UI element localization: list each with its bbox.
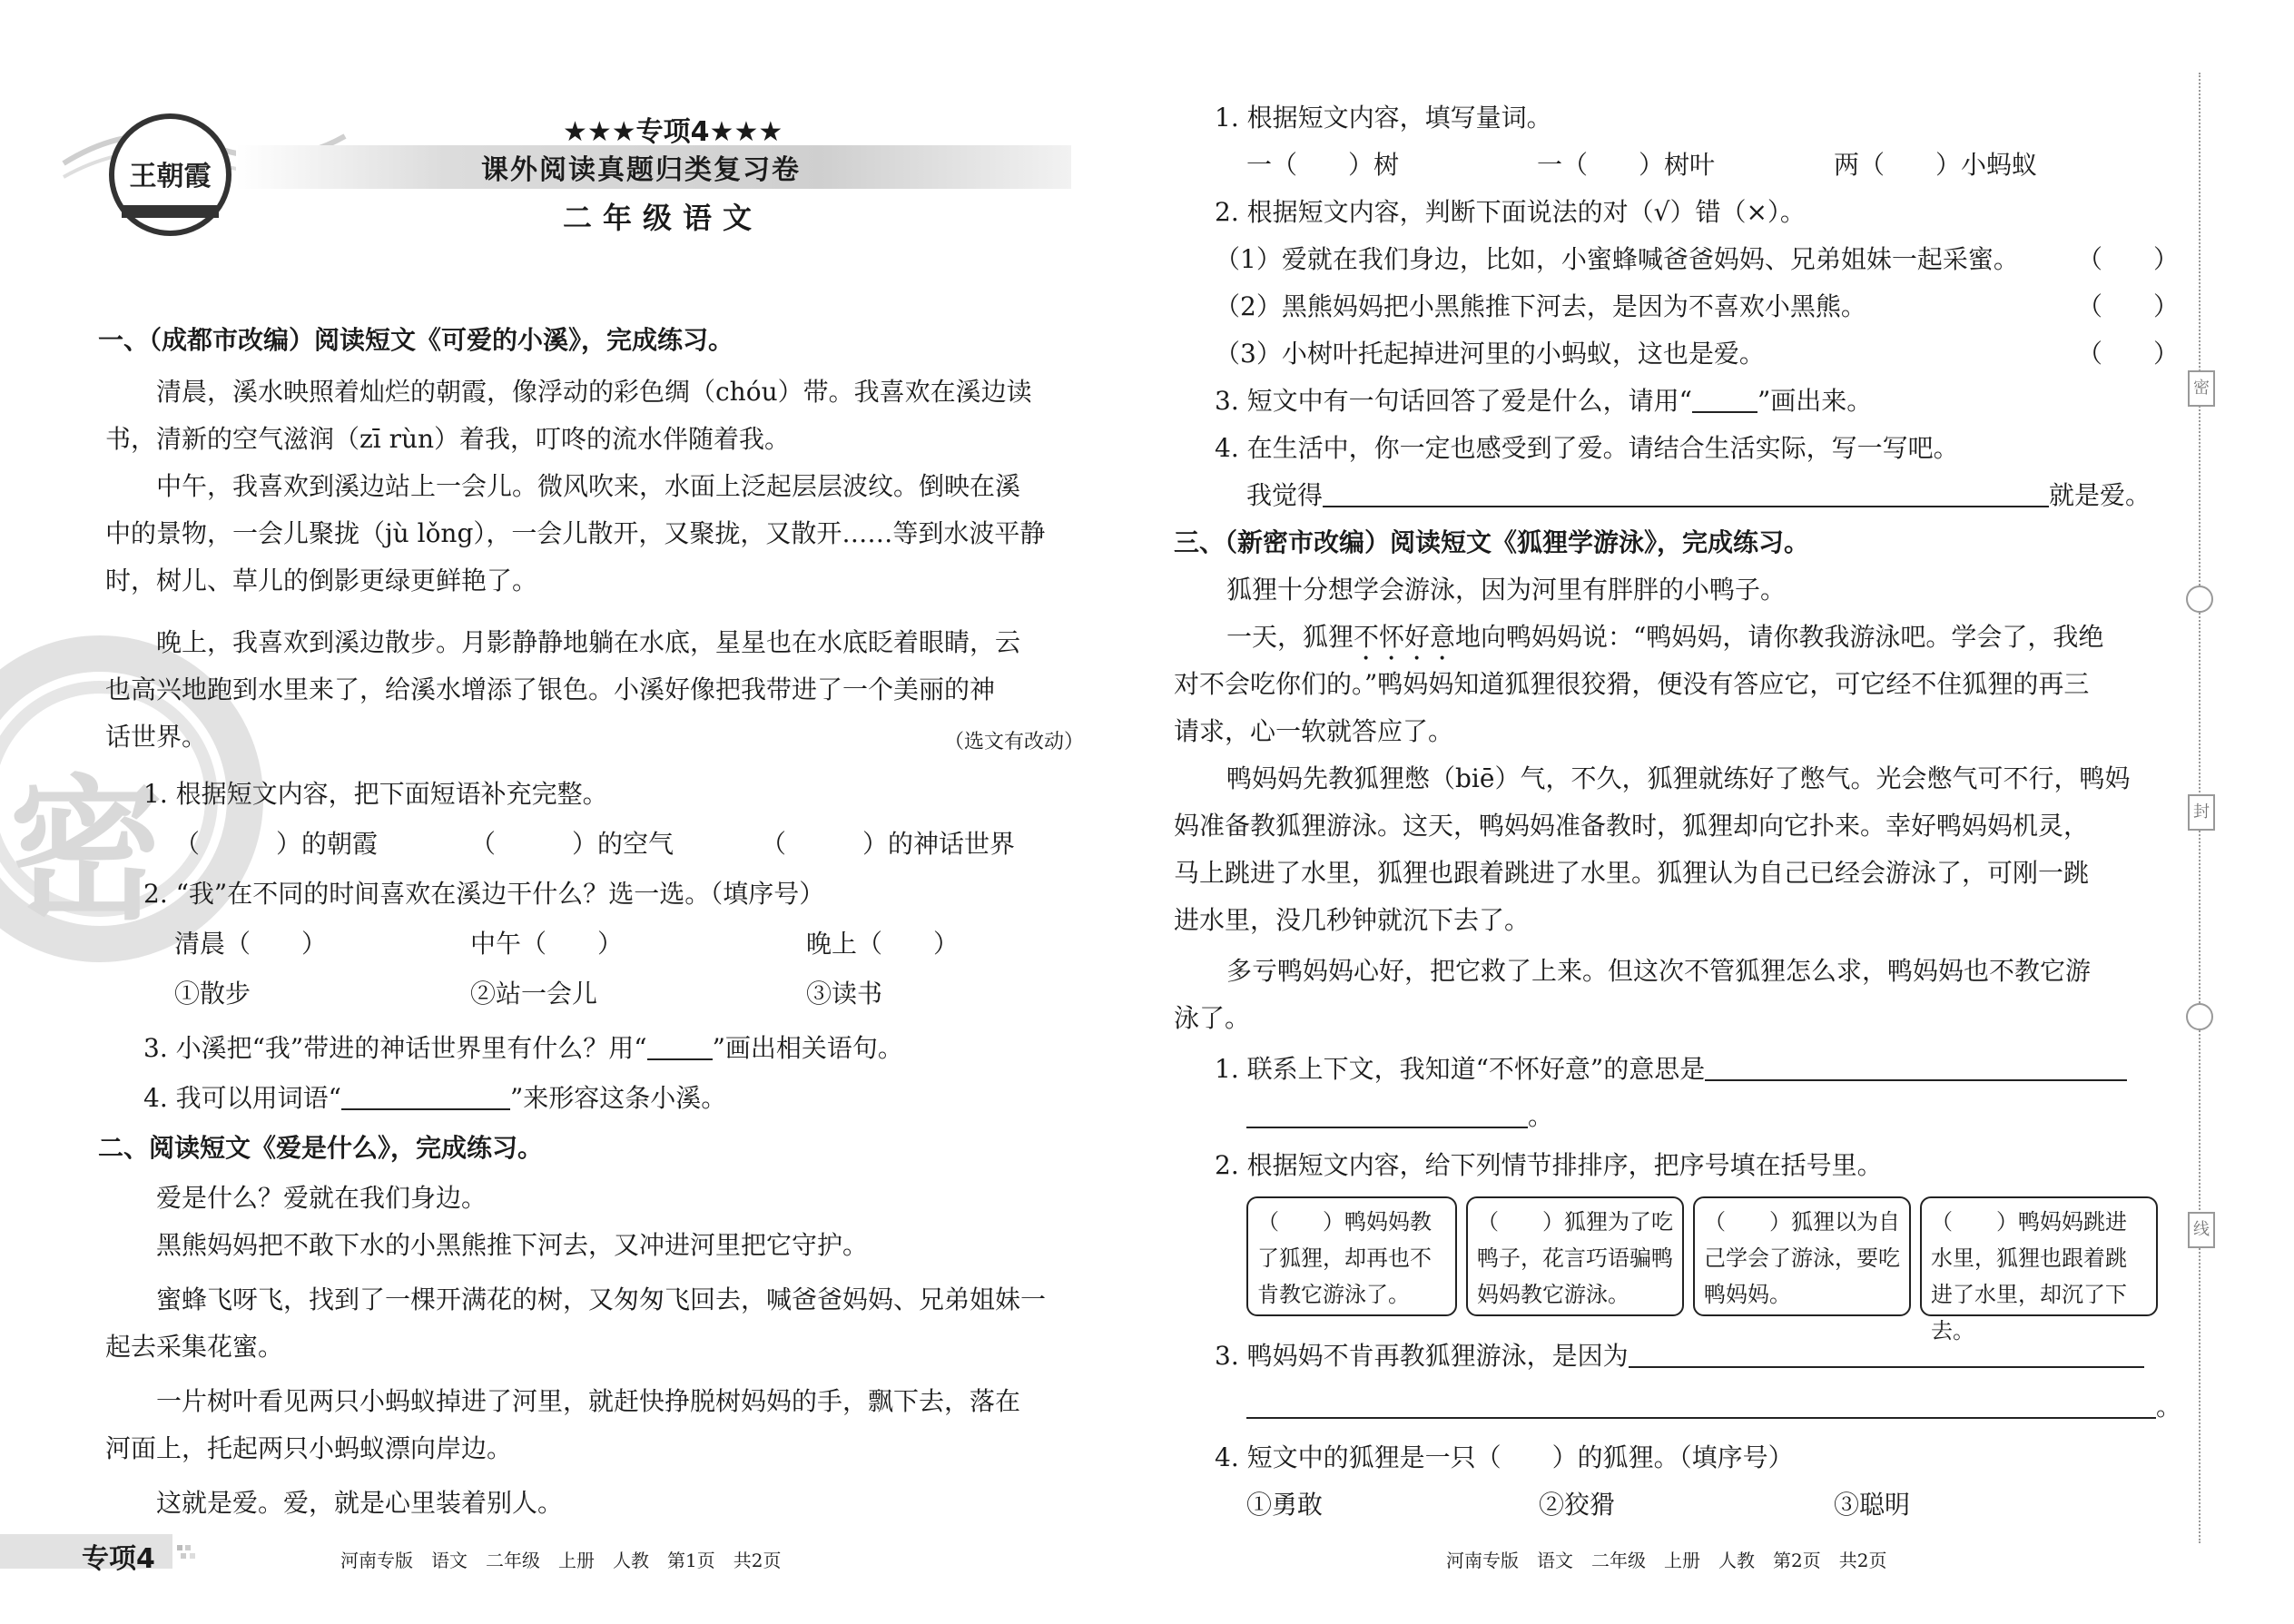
answer-blank[interactable]: 清晨（ ） [174,929,328,959]
answer-line[interactable]: 。 [1246,1389,2181,1425]
binding-hole-icon [2186,1003,2213,1030]
passage-line: 晚上，我喜欢到溪边散步。月影静静地躺在水底，星星也在水底眨着眼睛，云 [156,627,1021,657]
plot-card[interactable]: （ ）鸭妈妈教了狐狸，却再也不肯教它游泳了。 [1246,1196,1457,1316]
passage-line: 一天，狐狸不怀好意地向鸭妈妈说：“鸭妈妈，请你教我游泳吧。学会了，我绝 [1226,622,2104,652]
passage-line: 一片树叶看见两只小蚂蚁掉进了河里，就赶快挣脱树妈妈的手，飘下去，落在 [156,1386,1021,1416]
passage-line: 妈准备教狐狸游泳。这天，鸭妈妈准备教时，狐狸却向它扑来。幸好鸭妈妈机灵， [1174,811,2090,841]
judge-answer[interactable]: （ ） [2077,339,2180,369]
edge-mark-feng: 封 [2188,794,2215,831]
series-label: ★★★专项4★★★ [563,116,783,148]
passage-line: 也高兴地跑到水里来了，给溪水增添了银色。小溪好像把我带进了一个美丽的神 [105,674,996,704]
passage-line: 书，清新的空气滋润（zī rùn）着我，叮咚的流水伴随着我。 [105,424,791,454]
binding-hole-icon [2186,586,2213,613]
option: ①勇敢 [1246,1490,1324,1520]
footer-info: 河南专版 语文 二年级 上册 人教 第2页 共2页 [1446,1550,1887,1571]
judge-item: （1）爱就在我们身边，比如，小蜜蜂喊爸爸妈妈、兄弟姐妹一起采蜜。 [1215,244,2019,274]
option: ②狡猾 [1539,1490,1616,1520]
passage-line: 清晨，溪水映照着灿烂的朝霞，像浮动的彩色绸（chóu）带。我喜欢在溪边读 [156,377,1032,407]
question-1: 1. 联系上下文，我知道“不怀好意”的意思是 [1215,1051,2127,1088]
plot-card[interactable]: （ ）鸭妈妈跳进水里，狐狸也跟着跳进了水里，却沉了下去。 [1920,1196,2158,1316]
passage-line: 蜜蜂飞呀飞，找到了一棵开满花的树，又匆匆飞回去，喊爸爸妈妈、兄弟姐妹一 [156,1284,1047,1314]
footer-tab-label: 专项4 [82,1543,155,1575]
passage-line: 进水里，没几秒钟就沉下去了。 [1174,905,1531,935]
option: ②站一会儿 [470,979,598,1009]
passage-line: 黑熊妈妈把不敢下水的小黑熊推下河去，又冲进河里把它守护。 [156,1230,869,1260]
section1-heading: 一、（成都市改编）阅读短文《可爱的小溪》，完成练习。 [98,325,734,355]
question-3: 3. 短文中有一句话回答了爱是什么，请用“ ”画出来。 [1215,386,1873,416]
plot-card[interactable]: （ ）狐狸以为自己学会了游泳，要吃鸭妈妈。 [1693,1196,1911,1316]
judge-item: （2）黑熊妈妈把小黑熊推下河去，是因为不喜欢小黑熊。 [1215,291,1866,321]
dots-icon [177,1543,201,1561]
brand-logo: 王朝霞 [109,113,231,236]
option: ③读书 [806,979,883,1009]
passage-line: 多亏鸭妈妈心好，把它救了上来。但这次不管狐狸怎么求，鸭妈妈也不教它游 [1226,956,2092,986]
watermark-seal-icon: 密 [0,635,263,962]
option: ①散步 [174,979,251,1009]
passage-line: 请求，心一软就答应了。 [1174,716,1454,746]
passage-line: 话世界。 [105,722,208,752]
passage-line: 中的景物，一会儿聚拢（jù lǒng），一会儿散开，又聚拢，又散开……等到水波平静 [105,518,1046,548]
edge-mark-xian: 线 [2188,1212,2215,1248]
question-3: 3. 小溪把“我”带进的神话世界里有什么？用“ ”画出相关语句。 [143,1033,903,1063]
option: ③聪明 [1834,1490,1911,1520]
question-1: 1. 根据短文内容，把下面短语补充完整。 [143,779,608,809]
passage-line: 起去采集花蜜。 [105,1332,284,1362]
passage-line: 时，树儿、草儿的倒影更绿更鲜艳了。 [105,566,538,595]
grade-subject: 二年级语文 [563,201,763,235]
judge-item: （3）小树叶托起掉进河里的小蚂蚁，这也是爱。 [1215,339,1765,369]
answer-blank[interactable]: （ ）的神话世界 [761,829,1016,859]
answer-blank[interactable]: 一（ ）树 [1246,150,1400,180]
passage-line: 河面上，托起两只小蚂蚁漂向岸边。 [105,1433,513,1463]
passage-line: 这就是爱。爱，就是心里装着别人。 [156,1488,564,1518]
answer-blank[interactable]: 晚上（ ） [806,929,960,959]
question-1: 1. 根据短文内容，填写量词。 [1215,103,1552,133]
page-title: 课外阅读真题归类复习卷 [481,154,801,186]
answer-line[interactable]: 我觉得 就是爱。 [1246,480,2151,510]
judge-answer[interactable]: （ ） [2077,244,2180,274]
passage-line: 爱是什么？爱就在我们身边。 [156,1183,487,1213]
question-2: 2. “我”在不同的时间喜欢在溪边干什么？选一选。（填序号） [143,879,825,909]
right-page [1147,0,2294,1624]
answer-blank[interactable]: （ ）的朝霞 [174,829,379,859]
answer-blank[interactable]: （ ）的空气 [470,829,674,859]
passage-line: 马上跳进了水里，狐狸也跟着跳进了水里。狐狸认为自己已经会游泳了，可刚一跳 [1174,858,2090,888]
question-2: 2. 根据短文内容，给下列情节排排序，把序号填在括号里。 [1215,1150,1883,1180]
question-4: 4. 我可以用词语“ ”来形容这条小溪。 [143,1083,727,1113]
edge-mark-mi: 密 [2188,370,2215,407]
answer-blank[interactable]: 两（ ）小蚂蚁 [1834,150,2038,180]
answer-blank[interactable]: 中午（ ） [470,929,624,959]
section2-heading: 二、阅读短文《爱是什么》，完成练习。 [98,1133,544,1163]
passage-line: 鸭妈妈先教狐狸憋（biē）气，不久，狐狸就练好了憋气。光会憋气可不行，鸭妈 [1226,763,2131,793]
passage-line: 泳了。 [1174,1003,1251,1033]
plot-card[interactable]: （ ）狐狸为了吃鸭子，花言巧语骗鸭妈妈教它游泳。 [1466,1196,1684,1316]
section3-heading: 三、（新密市改编）阅读短文《狐狸学游泳》，完成练习。 [1174,527,1810,557]
question-2: 2. 根据短文内容，判断下面说法的对（√）错（×）。 [1215,197,1806,227]
answer-line[interactable]: 。 [1246,1098,1553,1135]
passage-line: 中午，我喜欢到溪边站上一会儿。微风吹来，水面上泛起层层波纹。倒映在溪 [156,471,1021,501]
question-3: 3. 鸭妈妈不肯再教狐狸游泳，是因为 [1215,1338,2144,1374]
footer-info: 河南专版 语文 二年级 上册 人教 第1页 共2页 [340,1550,782,1571]
answer-blank[interactable]: 一（ ）树叶 [1537,150,1716,180]
question-4: 4. 短文中的狐狸是一只（ ）的狐狸。（填序号） [1215,1442,1794,1472]
question-4: 4. 在生活中，你一定也感受到了爱。请结合生活实际，写一写吧。 [1215,433,1959,463]
passage-line: 对不会吃你们的。”鸭妈妈知道狐狸很狡猾，便没有答应它，可它经不住狐狸的再三 [1174,669,2090,699]
passage-line: 狐狸十分想学会游泳，因为河里有胖胖的小鸭子。 [1226,575,1787,605]
source-note: （选文有改动） [944,731,1085,753]
judge-answer[interactable]: （ ） [2077,291,2180,321]
